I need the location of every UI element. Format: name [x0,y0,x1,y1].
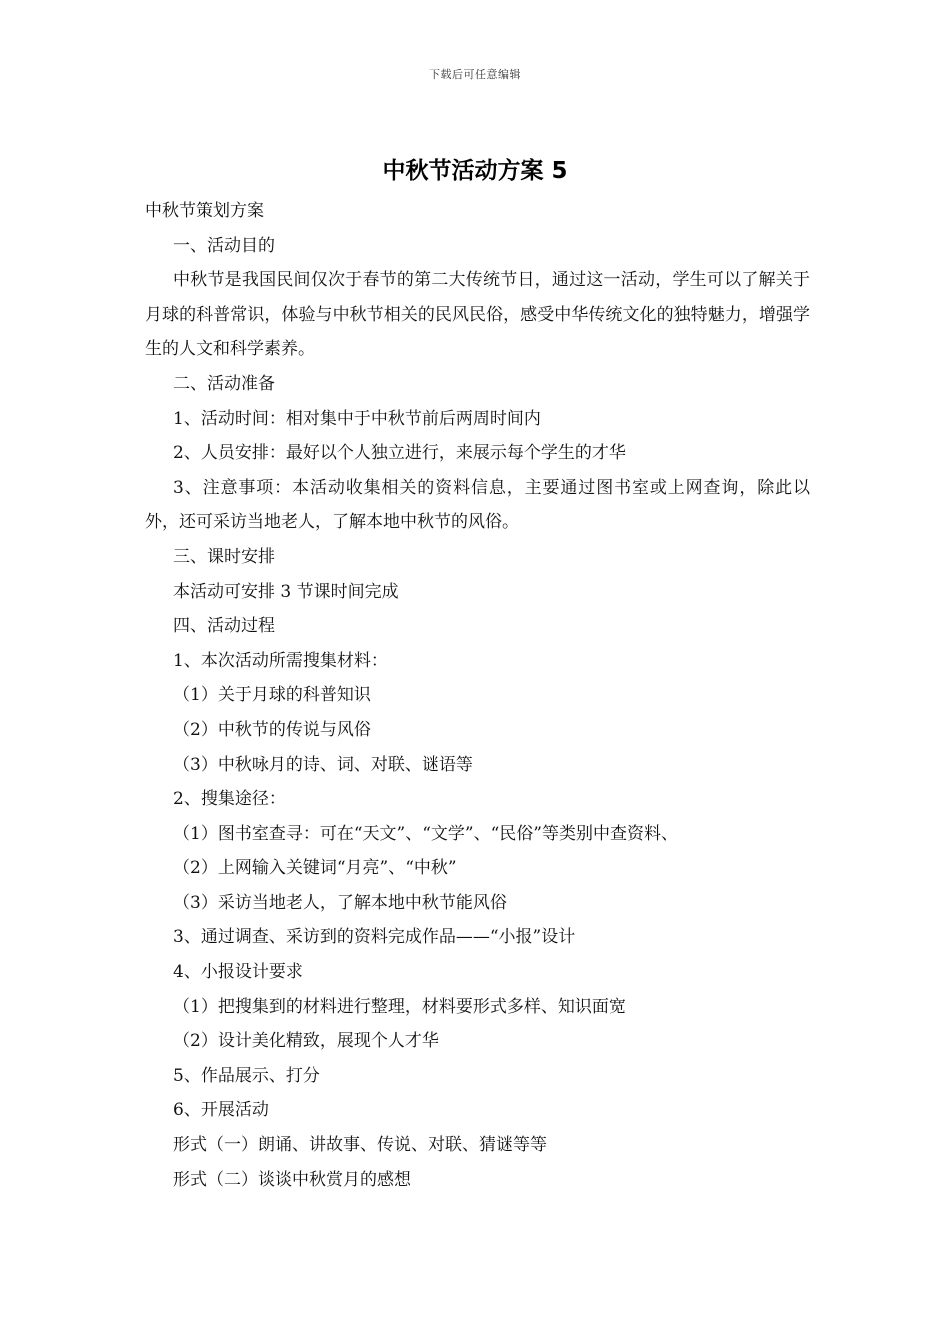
sub-list-item: （2）设计美化精致，展现个人才华 [173,1031,439,1052]
schedule-text: 本活动可安排 3 节课时间完成 [173,581,399,602]
section-heading-purpose: 一、活动目的 [173,235,275,256]
header-note: 下载后可任意编辑 [429,68,521,81]
list-item: 5、作品展示、打分 [173,1065,320,1086]
paragraph-notes: 3、注意事项：本活动收集相关的资料信息，主要通过图书室或上网查询，除此以外，还可采访当地老人，了解本地中秋节的风俗。 [145,477,810,533]
document-body [145,194,810,1197]
sub-list-item: （3）中秋咏月的诗、词、对联、谜语等 [173,754,473,775]
list-item: 1、活动时间：相对集中于中秋节前后两周时间内 [173,408,541,429]
list-item: 4、小报设计要求 [173,962,303,983]
sub-list-item: （1）把搜集到的材料进行整理，材料要形式多样、知识面宽 [173,996,626,1017]
sub-list-item: （2）上网输入关键词“月亮”、“中秋” [173,858,457,879]
list-item: 2、人员安排：最好以个人独立进行，来展示每个学生的才华 [173,443,626,464]
paragraph-purpose: 中秋节是我国民间仅次于春节的第二大传统节日，通过这一活动，学生可以了解关于月球的科普常识，体验与中秋节相关的民风民俗，感受中华传统文化的独特魅力，增强学生的人文和科学素养。 [145,270,810,360]
list-item: 3、通过调查、采访到的资料完成作品——“小报”设计 [173,927,576,948]
document-subtitle: 中秋节策划方案 [145,201,264,221]
section-heading-schedule: 三、课时安排 [173,546,275,567]
sub-list-item: （1）关于月球的科普知识 [173,685,371,706]
sub-list-item: （1）图书室查寻：可在“天文”、“文学”、“民俗”等类别中查资料、 [173,823,678,844]
list-item: 1、本次活动所需搜集材料： [173,650,388,671]
section-heading-process: 四、活动过程 [173,616,275,637]
list-item: 形式（一）朗诵、讲故事、传说、对联、猜谜等等 [173,1135,547,1156]
list-item: 2、搜集途径： [173,789,286,810]
list-item: 形式（二）谈谈中秋赏月的感想 [173,1169,411,1190]
sub-list-item: （2）中秋节的传说与风俗 [173,719,371,740]
sub-list-item: （3）采访当地老人，了解本地中秋节能风俗 [173,892,507,913]
section-heading-preparation: 二、活动准备 [173,373,275,394]
list-item: 6、开展活动 [173,1100,269,1121]
document-title: 中秋节活动方案 5 [382,158,568,184]
